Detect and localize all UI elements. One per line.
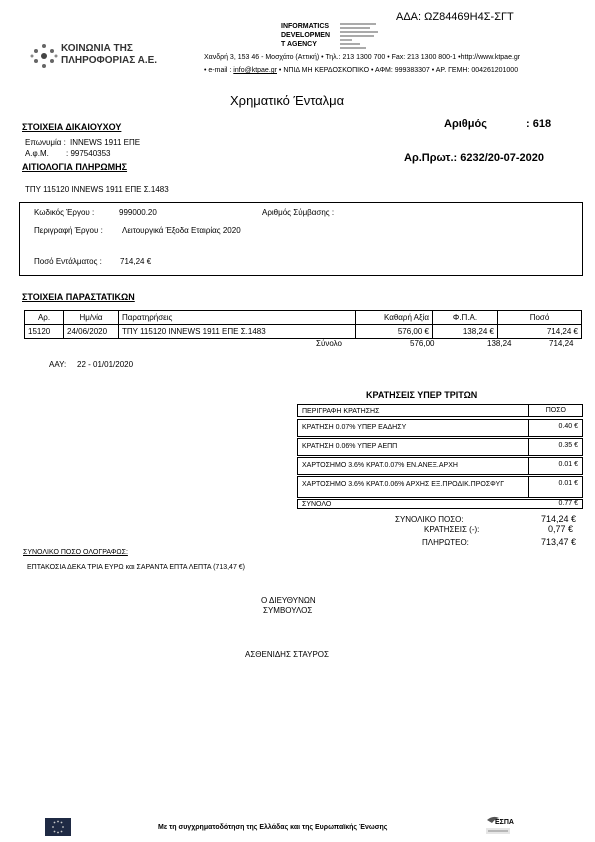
beneficiary-heading: ΣΤΟΙΧΕΙΑ ΔΙΚΑΙΟΥΧΟΥ [22,122,122,132]
document-title: Χρηματικό Ένταλμα [230,93,345,108]
deduction-row [297,419,583,437]
espa-logo-icon [483,814,513,836]
company-registry: • e-mail : info@ktpae.gr • ΝΠΙΔ ΜΗ ΚΕΡΔΟΣΚΟΠΙΚΟ • ΑΦΜ: 999383307 • ΑΡ. ΓΕΜΗ: 004261201000 [204,67,519,74]
summary-deductions-label: ΚΡΑΤΗΣΕΙΣ (-): [424,525,480,534]
summary-total-value: 714,24 € [541,514,577,524]
ida-name: INFORMATICS DEVELOPMEN T AGENCY [281,23,331,48]
deduction-desc: ΧΑΡΤΟΣΗΜΟ 3.6% ΚΡΑΤ.0.07% ΕΝ.ΑΝΕΞ.ΑΡΧΗ [302,462,458,469]
justification-heading: ΑΙΤΙΟΛΟΓΙΑ ΠΛΗΡΩΜΗΣ [22,162,128,172]
deduction-desc: ΚΡΑΤΗΣΗ 0.07% ΥΠΕΡ ΕΑΔΗΣΥ [302,424,407,431]
deductions-col-amount: ΠΟΣΟ [545,407,566,414]
aay-value: 22 - 01/01/2020 [77,360,134,369]
warrant-amount-value: 714,24 € [120,257,152,266]
deduction-amount: 0.35 € [558,442,578,449]
documents-heading: ΣΤΟΙΧΕΙΑ ΠΑΡΑΣΤΑΤΙΚΩΝ [22,292,135,302]
deduction-row [297,476,583,498]
cell-vat: 138,24 € [433,325,498,339]
col-number: Αρ. [25,311,64,325]
deduction-desc: ΚΡΑΤΗΣΗ 0.06% ΥΠΕΡ ΑΕΠΠ [302,443,398,450]
beneficiary-name-value: INNEWS 1911 ΕΠΕ [70,138,141,147]
cell-number: 15120 [25,325,64,339]
aay-label: ΑΑΥ: [49,360,67,369]
cell-amount: 714,24 € [498,325,582,339]
cell-date: 24/06/2020 [64,325,119,339]
beneficiary-afm-value: : 997540353 [66,149,111,158]
signature-title-line1: Ο ΔΙΕΥΘΥΝΩΝ [261,596,316,605]
project-desc-label: Περιγραφή Έργου : [34,226,103,235]
deductions-heading: ΚΡΑΤΗΣΕΙΣ ΥΠΕΡ ΤΡΙΤΩΝ [366,390,478,400]
warrant-amount-label: Ποσό Εντάλματος : [34,257,102,266]
number-label: Αριθμός [444,118,487,130]
documents-table [24,310,582,339]
eu-flag-icon [45,818,71,836]
project-desc-value: Λειτουργικά Έξοδα Εταιρίας 2020 [122,226,241,235]
documents-header-row [25,311,582,325]
documents-total-net: 576,00 [410,339,435,348]
ida-fineprint [340,22,380,52]
in-words-label: ΣΥΝΟΛΙΚΟ ΠΟΣΟ ΟΛΟΓΡΑΦΩΣ: [23,549,128,556]
espa-label: ΕΣΠΑ [495,819,514,826]
number-value: : 618 [526,118,552,130]
col-vat: Φ.Π.Α. [433,311,498,325]
deductions-total-row [297,499,583,509]
cell-notes: ΤΠΥ 115120 INNEWS 1911 ΕΠΕ Σ.1483 [119,325,356,339]
deduction-amount: 0.01 € [558,461,578,468]
deduction-row [297,438,583,456]
signature-title-line2: ΣΥΜΒΟΥΛΟΣ [263,606,313,615]
deductions-header-row [297,404,583,417]
signatory-name: ΑΣΘΕΝΙΔΗΣ ΣΤΑΥΡΟΣ [245,650,329,659]
col-amount: Ποσό [498,311,582,325]
col-net: Καθαρή Αξία [356,311,433,325]
summary-payable-value: 713,47 € [541,537,577,547]
cell-net: 576,00 € [356,325,433,339]
email-link[interactable]: info@ktpae.gr [233,67,277,74]
logo-text-line2: ΠΛΗΡΟΦΟΡΙΑΣ Α.Ε. [61,55,158,66]
company-logo-icon [30,42,58,70]
summary-payable-label: ΠΛΗΡΩΤΕΟ: [422,538,469,547]
logo-text-line1: ΚΟΙΝΩΝΙΑ ΤΗΣ [61,43,133,54]
col-notes: Παρατηρήσεις [119,311,356,325]
company-address: Χανδρή 3, 153 46 - Μοσχάτο (Αττική) • Τηλ.: 213 1300 700 • Fax: 213 1300 800-1 •http://www.ktpae.gr [204,54,521,61]
beneficiary-name-label: Επωνυμία : [25,138,66,147]
summary-total-label: ΣΥΝΟΛΙΚΟ ΠΟΣΟ: [395,515,464,524]
deduction-desc: ΧΑΡΤΟΣΗΜΟ 3.6% ΚΡΑΤ.0.06% ΑΡΧΗΣ ΕΞ.ΠΡΟΔΙΚ.ΠΡΟΣΦΥΓ [302,481,505,488]
contract-number-label: Αριθμός Σύμβασης : [262,208,335,217]
in-words-text: ΕΠΤΑΚΟΣΙΑ ΔΕΚΑ ΤΡΙΑ ΕΥΡΩ και ΣΑΡΑΝΤΑ ΕΠΤΑ ΛΕΠΤΑ (713,47 €) [27,564,246,571]
deduction-row [297,457,583,475]
documents-total-vat: 138,24 [487,339,512,348]
ada-code: ΑΔΑ: ΩΖ84469Η4Σ-ΣΓΤ [396,11,514,23]
footer-text: Με τη συγχρηματοδότηση της Ελλάδας και της Ευρωπαϊκής Ένωσης [158,824,388,831]
deductions-total-value: 0.77 € [558,500,578,507]
project-code-value: 999000.20 [119,208,157,217]
documents-total-amount: 714,24 [549,339,574,348]
deductions-col-desc: ΠΕΡΙΓΡΑΦΗ ΚΡΑΤΗΣΗΣ [302,408,380,415]
protocol-number: Αρ.Πρωτ.: 6232/20-07-2020 [404,152,545,164]
col-date: Ημ/νία [64,311,119,325]
project-code-label: Κωδικός Έργου : [34,208,95,217]
table-row [25,325,582,339]
justification-text: ΤΠΥ 115120 INNEWS 1911 ΕΠΕ Σ.1483 [25,185,169,194]
deduction-amount: 0.01 € [558,480,578,487]
deduction-amount: 0.40 € [558,423,578,430]
summary-deductions-value: 0,77 € [548,524,574,534]
deductions-total-label: ΣΥΝΟΛΟ [302,501,332,508]
documents-total-label: Σύνολο [316,339,342,348]
beneficiary-afm-label: Α.φ.Μ. [25,149,49,158]
